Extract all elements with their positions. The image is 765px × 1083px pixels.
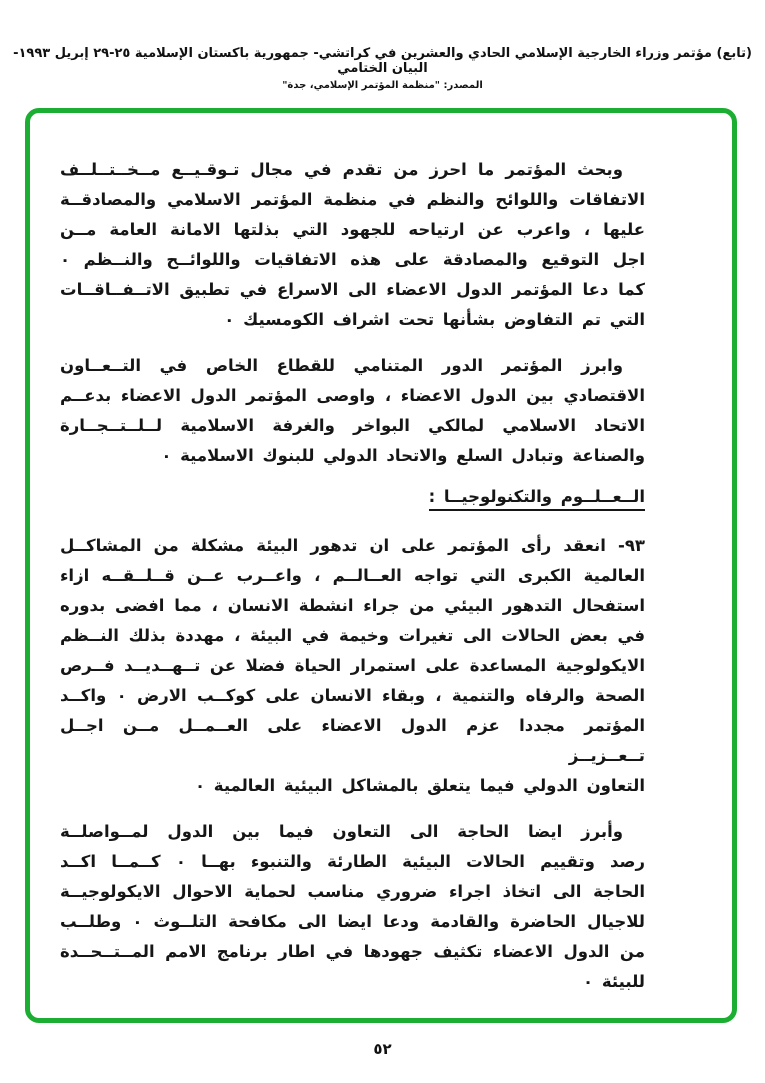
text-line: الحاجة الى اتخاذ اجراء ضروري مناسب لحماية الاحوال الايكولوجيــة xyxy=(60,882,645,901)
text-line: المؤتمر مجددا عزم الدول الاعضاء على العــمــل مــن اجــل تــعــزيــز xyxy=(60,716,645,765)
text-line: الاقتصادي بين الدول الاعضاء ، واوصى المؤتمر الدول الاعضاء بدعــم xyxy=(60,386,645,405)
section-heading-science-technology: الــعــلــوم والتكنولوجيــا : xyxy=(429,487,645,511)
text-line: العالمية الكبرى التي تواجه العــالــم ، واعــرب عــن قــلــقــه ازاء xyxy=(60,566,645,585)
document-header-title: (تابع) مؤتمر وزراء الخارجية الإسلامي الحادي والعشرين في كراتشي- جمهورية باكستان الإسلامية ٢٥-٢٩ إبريل ١٩٩٣- البيان الختامي xyxy=(13,46,752,76)
document-frame xyxy=(25,108,737,1023)
text-line: من الدول الاعضاء تكثيف جهودها في اطار برنامج الامم المــتــحــدة xyxy=(60,942,645,961)
document-source-line: المصدر: "منظمة المؤتمر الإسلامي، جدة" xyxy=(282,80,483,91)
text-line: رصد وتقييم الحالات البيئية الطارئة والتنبوء بهــا ٠ كــمــا اكــد xyxy=(60,852,645,871)
text-line: للاجيال الحاضرة والقادمة ودعا ايضا الى مكافحة التلــوث ٠ وطلــب xyxy=(60,912,645,931)
text-line: وبحث المؤتمر ما احرز من تقدم في مجال تـوقـيــع مــخــتــلــف xyxy=(60,160,623,179)
text-line: للبيئة ٠ xyxy=(583,972,645,991)
text-line: اجل التوقيع والمصادقة على هذه الاتفاقيات واللوائــح والنــظم ٠ xyxy=(60,250,645,269)
text-line: عليها ، واعرب عن ارتياحه للجهود التي بذلتها الامانة العامة مــن xyxy=(60,220,645,239)
text-line: الايكولوجية المساعدة على استمرار الحياة فضلا عن تــهــديــد فــرص xyxy=(60,656,645,675)
text-line: والصناعة وتبادل السلع والاتحاد الدولي للبنوك الاسلامية ٠ xyxy=(161,446,645,465)
text-line: استفحال التدهور البيئي من جراء انشطة الانسان ، مما افضى بدوره xyxy=(60,596,645,615)
section-heading-row xyxy=(60,487,645,511)
page-number: ٥٢ xyxy=(373,1040,392,1058)
text-line: في بعض الحالات الى تغيرات وخيمة في البيئة ، مهددة بذلك النــظم xyxy=(60,626,645,645)
body-text-block xyxy=(60,155,645,1013)
text-line: كما دعا المؤتمر الدول الاعضاء الى الاسراع في تطبيق الاتــفــاقــات xyxy=(60,280,645,299)
text-line: وابرز المؤتمر الدور المتنامي للقطاع الخاص في التــعــاون xyxy=(60,356,623,375)
text-line: الصحة والرفاه والتنمية ، وبقاء الانسان على كوكــب الارض ٠ واكــد xyxy=(60,686,645,705)
text-line: الاتفاقات واللوائح والنظم في منظمة المؤتمر الاسلامي والمصادقــة xyxy=(60,190,645,209)
paragraph-environment-cooperation xyxy=(60,817,645,997)
text-line: وأبرز ايضا الحاجة الى التعاون فيما بين الدول لمــواصلــة xyxy=(60,822,623,841)
paragraph-93-environment xyxy=(60,531,645,801)
text-line: التي تم التفاوض بشأنها تحت اشراف الكومسيك ٠ xyxy=(224,310,645,329)
paragraph-private-sector xyxy=(60,351,645,471)
paragraph-agreements-signing xyxy=(60,155,645,335)
text-line: التعاون الدولي فيما يتعلق بالمشاكل البيئية العالمية ٠ xyxy=(194,776,645,795)
text-line: ٩٣- انعقد رأى المؤتمر على ان تدهور البيئة مشكلة من المشاكــل xyxy=(60,536,645,555)
text-line: الاتحاد الاسلامي لمالكي البواخر والغرفة الاسلامية لــلــتــجــارة xyxy=(60,416,645,435)
